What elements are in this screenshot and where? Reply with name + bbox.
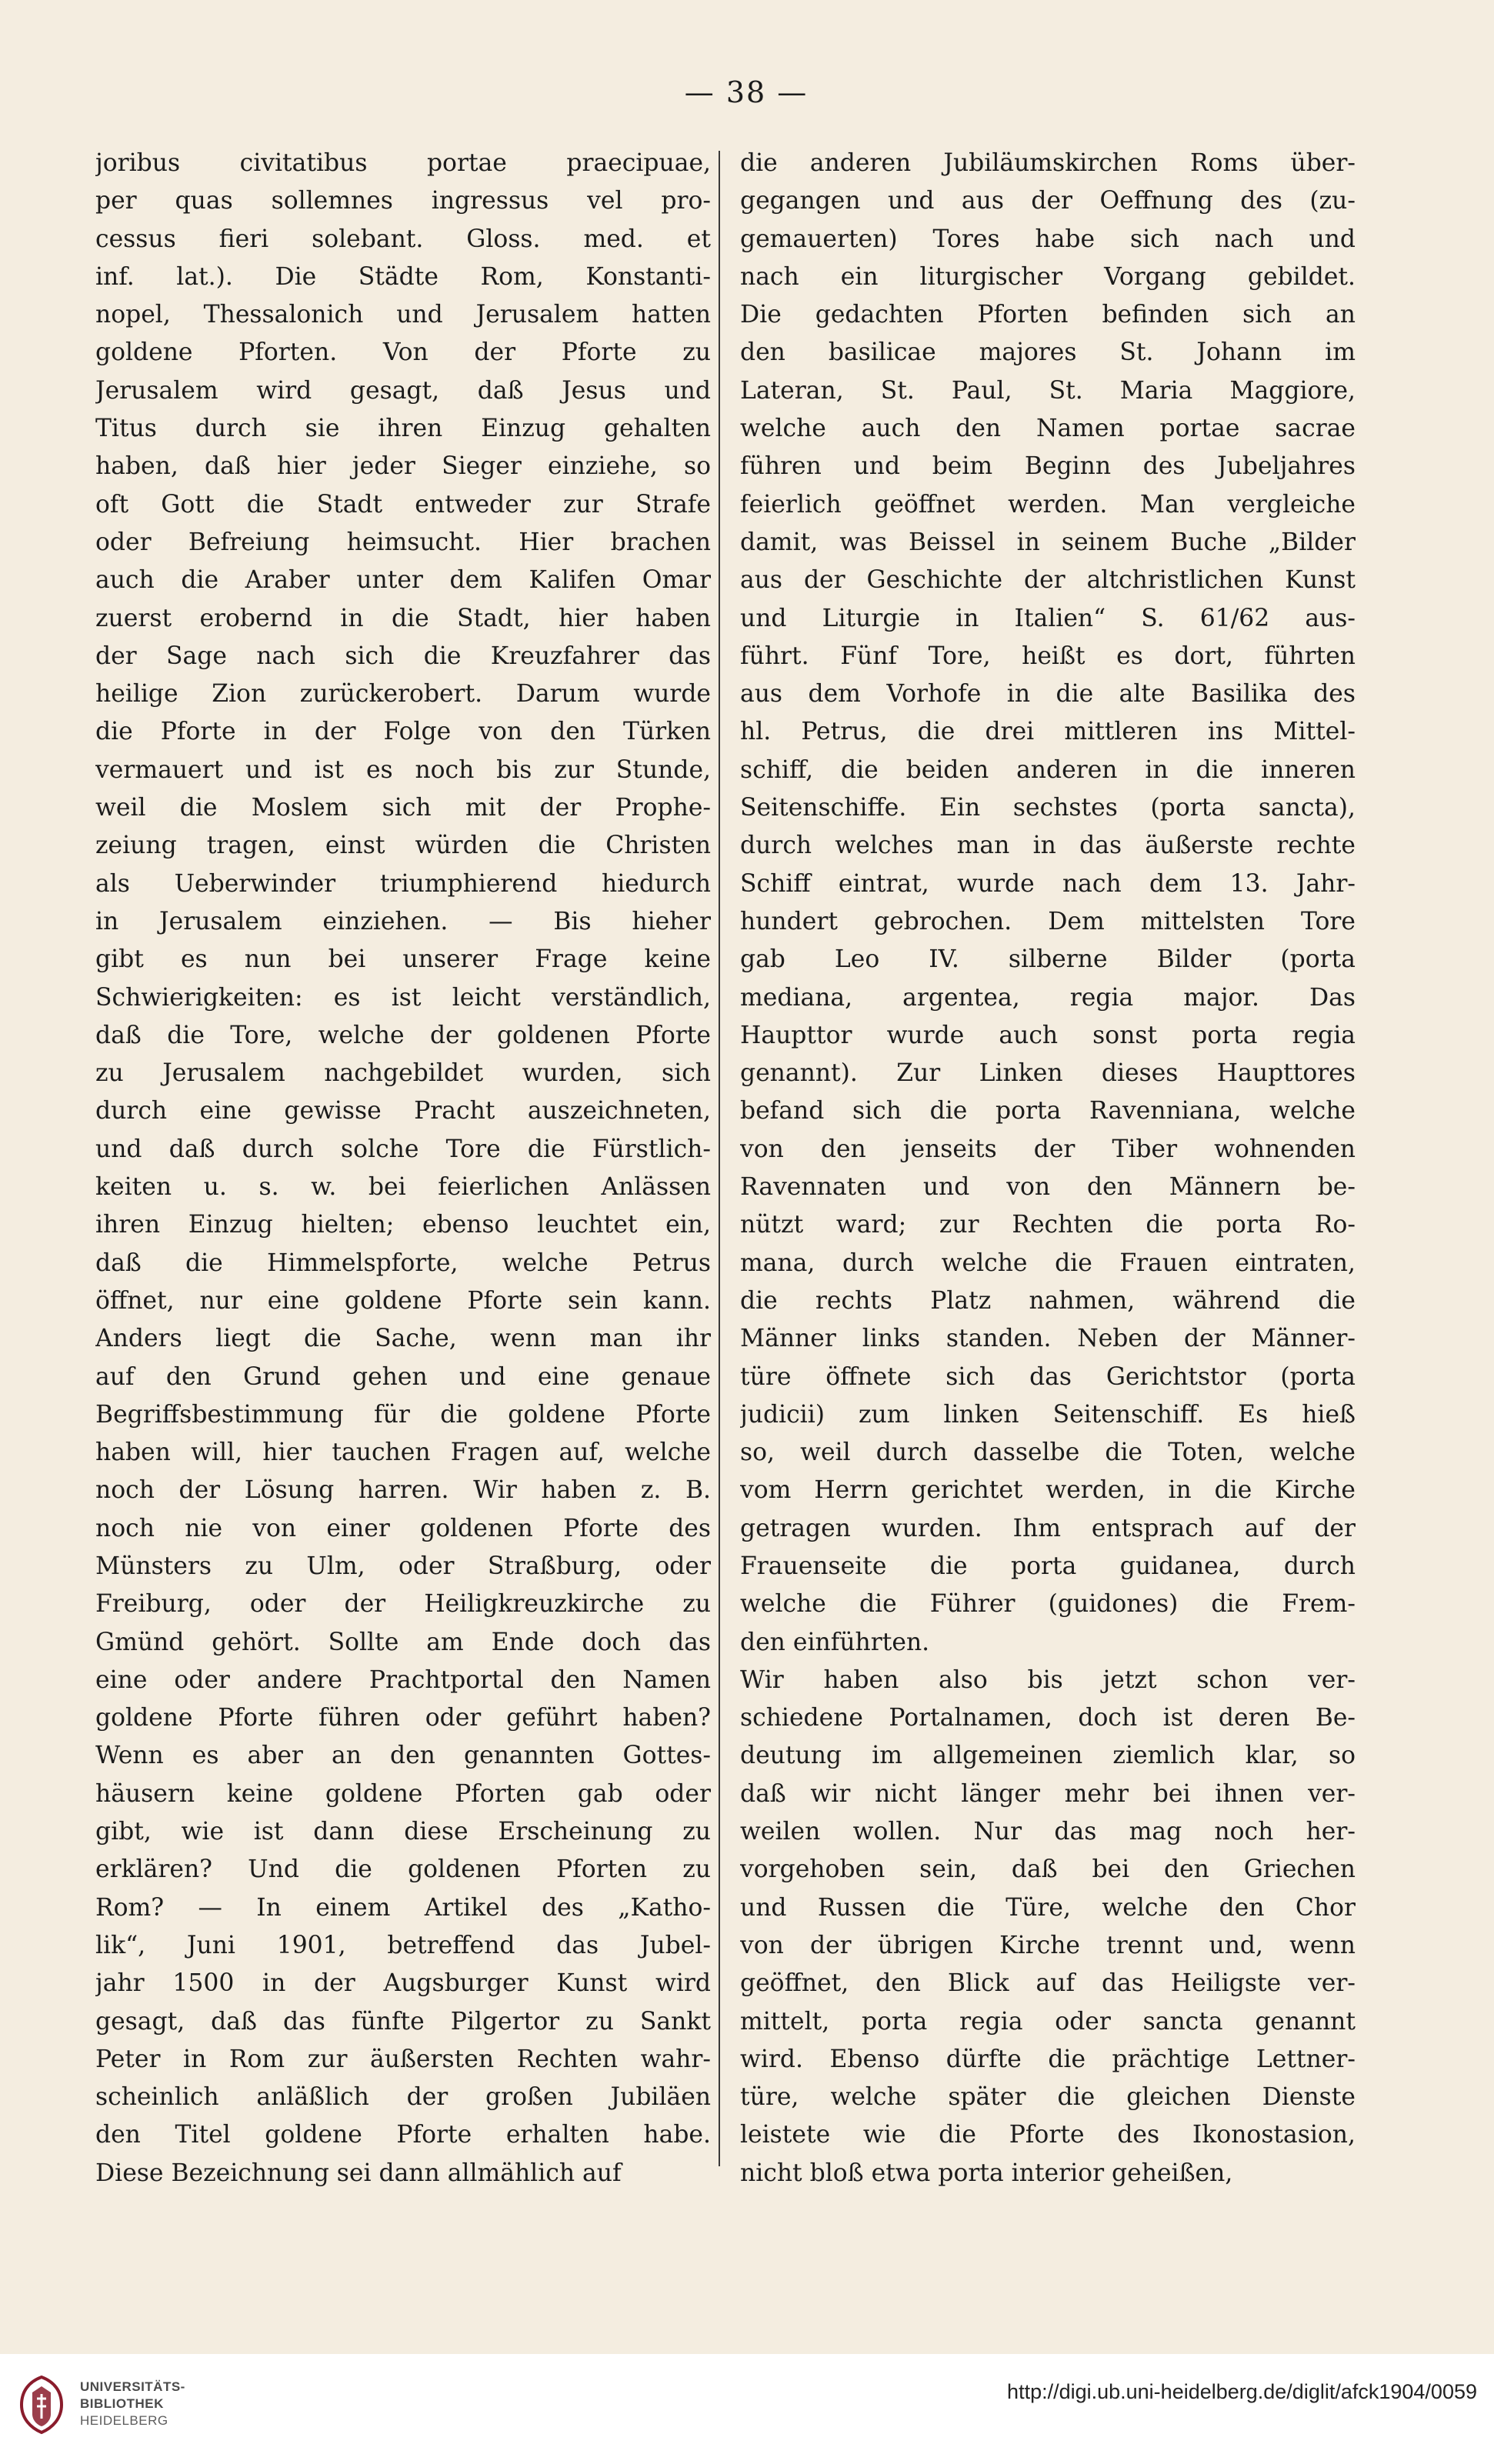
right-column-line: Männer links standen. Neben der Männer- bbox=[740, 1325, 1356, 1353]
left-column-line: öffnet, nur eine goldene Pforte sein kann. bbox=[95, 1286, 711, 1315]
left-column-line: jahr 1500 in der Augsburger Kunst wird bbox=[95, 1969, 711, 1998]
right-column-line: Schiff eintrat, wurde nach dem 13. Jahr- bbox=[740, 869, 1356, 898]
left-column-line: weil die Moslem sich mit der Prophe- bbox=[95, 794, 711, 822]
left-column-line: daß die Himmelspforte, welche Petrus bbox=[95, 1249, 711, 1277]
left-column-line: Freiburg, oder der Heiligkreuzkirche zu bbox=[95, 1590, 711, 1619]
right-column-line: durch welches man in das äußerste rechte bbox=[740, 832, 1356, 860]
source-url-link[interactable]: http://digi.ub.uni-heidelberg.de/diglit/afck1904/0059 bbox=[1007, 2380, 1477, 2403]
left-column-line: Wenn es aber an den genannten Gottes- bbox=[95, 1742, 711, 1770]
page-number: — 38 — bbox=[684, 75, 809, 109]
left-column-line: gibt, wie ist dann diese Erscheinung zu bbox=[95, 1818, 711, 1846]
right-column-line: vorgehoben sein, daß bei den Griechen bbox=[740, 1856, 1356, 1884]
right-column-line: so, weil durch dasselbe die Toten, welche bbox=[740, 1439, 1356, 1467]
right-column-line: mittelt, porta regia oder sancta genannt bbox=[740, 2007, 1356, 2036]
left-column-line: erklären? Und die goldenen Pforten zu bbox=[95, 1856, 711, 1884]
right-column-line: damit, was Beissel in seinem Buche „Bilder bbox=[740, 528, 1356, 556]
left-column-line: zu Jerusalem nachgebildet wurden, sich bbox=[95, 1059, 711, 1088]
left-column-line: als Ueberwinder triumphierend hiedurch bbox=[95, 869, 711, 898]
right-column-line: schiedene Portalnamen, doch ist deren Be- bbox=[740, 1704, 1356, 1732]
column-divider bbox=[719, 151, 720, 2166]
right-column-line: von der übrigen Kirche trennt und, wenn bbox=[740, 1931, 1356, 1959]
right-column-line: wird. Ebenso dürfte die prächtige Lettner- bbox=[740, 2045, 1356, 2073]
left-column-line: den Titel goldene Pforte erhalten habe. bbox=[95, 2121, 711, 2149]
left-column-line: Rom? — In einem Artikel des „Katho- bbox=[95, 1893, 711, 1922]
footer-bar bbox=[0, 2354, 1494, 2464]
left-column-line: heilige Zion zurückerobert. Darum wurde bbox=[95, 680, 711, 709]
right-column-line: Seitenschiffe. Ein sechstes (porta sancta), bbox=[740, 794, 1356, 822]
right-column-line: daß wir nicht länger mehr bei ihnen ver- bbox=[740, 1779, 1356, 1808]
right-column-line: leistete wie die Pforte des Ikonostasion, bbox=[740, 2121, 1356, 2149]
right-column-line: Ravennaten und von den Männern be- bbox=[740, 1173, 1356, 1202]
right-column-line: welche die Führer (guidones) die Frem- bbox=[740, 1590, 1356, 1619]
right-column-line: feierlich geöffnet werden. Man vergleiche bbox=[740, 490, 1356, 518]
right-column-line: befand sich die porta Ravenniana, welche bbox=[740, 1097, 1356, 1125]
right-column-line: führt. Fünf Tore, heißt es dort, führten bbox=[740, 642, 1356, 670]
library-name bbox=[80, 2379, 185, 2429]
left-column-line: Anders liegt die Sache, wenn man ihr bbox=[95, 1325, 711, 1353]
left-column-line: noch der Lösung harren. Wir haben z. B. bbox=[95, 1476, 711, 1505]
left-column-line: der Sage nach sich die Kreuzfahrer das bbox=[95, 642, 711, 670]
left-column-line: Titus durch sie ihren Einzug gehalten bbox=[95, 415, 711, 443]
left-column-line: auch die Araber unter dem Kalifen Omar bbox=[95, 566, 711, 595]
right-column-line: deutung im allgemeinen ziemlich klar, so bbox=[740, 1742, 1356, 1770]
right-column-line: und Russen die Türe, welche den Chor bbox=[740, 1893, 1356, 1922]
left-text-column bbox=[95, 145, 711, 2192]
right-column-line: Wir haben also bis jetzt schon ver- bbox=[740, 1665, 1356, 1694]
left-column-line: Gmünd gehört. Sollte am Ende doch das bbox=[95, 1628, 711, 1656]
left-column-line: oder Befreiung heimsucht. Hier brachen bbox=[95, 528, 711, 556]
left-column-line: nopel, Thessalonich und Jerusalem hatten bbox=[95, 301, 711, 329]
right-column-line: weilen wollen. Nur das mag noch her- bbox=[740, 1818, 1356, 1846]
left-column-line: oft Gott die Stadt entweder zur Strafe bbox=[95, 490, 711, 518]
right-column-line: und Liturgie in Italien“ S. 61/62 aus- bbox=[740, 604, 1356, 632]
logo-line-1: UNIVERSITÄTS- bbox=[80, 2379, 185, 2394]
left-column-line: die Pforte in der Folge von den Türken bbox=[95, 718, 711, 746]
library-logo[interactable] bbox=[14, 2369, 191, 2446]
right-column-line: mediana, argentea, regia major. Das bbox=[740, 983, 1356, 1012]
left-column-line: gesagt, daß das fünfte Pilgertor zu Sankt bbox=[95, 2007, 711, 2036]
left-column-line: in Jerusalem einziehen. — Bis hieher bbox=[95, 907, 711, 935]
right-column-line: den basilicae majores St. Johann im bbox=[740, 338, 1356, 367]
right-column-line: nicht bloß etwa porta interior geheißen, bbox=[740, 2159, 1233, 2187]
right-column-line: aus dem Vorhofe in die alte Basilika des bbox=[740, 680, 1356, 709]
right-column-line: die rechts Platz nahmen, während die bbox=[740, 1286, 1356, 1315]
right-column-line: türe, welche später die gleichen Dienste bbox=[740, 2083, 1356, 2112]
left-column-line: joribus civitatibus portae praecipuae, bbox=[95, 149, 711, 177]
left-column-line: Münsters zu Ulm, oder Straßburg, oder bbox=[95, 1552, 711, 1580]
left-column-line: lik“, Juni 1901, betreffend das Jubel- bbox=[95, 1931, 711, 1959]
right-column-line: welche auch den Namen portae sacrae bbox=[740, 415, 1356, 443]
right-column-line: schiff, die beiden anderen in die inneren bbox=[740, 755, 1356, 784]
right-column-line: gegangen und aus der Oeffnung des (zu- bbox=[740, 187, 1356, 215]
right-column-line: die anderen Jubiläumskirchen Roms über- bbox=[740, 149, 1356, 177]
right-column-line: getragen wurden. Ihm entsprach auf der bbox=[740, 1514, 1356, 1542]
right-column-line: den einführten. bbox=[740, 1628, 930, 1656]
left-column-line: Diese Bezeichnung sei dann allmählich auf bbox=[95, 2159, 622, 2187]
right-column-line: genannt). Zur Linken dieses Haupttores bbox=[740, 1059, 1356, 1088]
left-column-line: cessus fieri solebant. Gloss. med. et bbox=[95, 225, 711, 253]
right-column-line: judicii) zum linken Seitenschiff. Es hieß bbox=[740, 1400, 1356, 1429]
left-column-line: auf den Grund gehen und eine genaue bbox=[95, 1362, 711, 1391]
left-column-line: und daß durch solche Tore die Fürstlich- bbox=[95, 1135, 711, 1163]
left-column-line: Jerusalem wird gesagt, daß Jesus und bbox=[95, 376, 711, 405]
left-column-line: daß die Tore, welche der goldenen Pforte bbox=[95, 1021, 711, 1049]
left-column-line: durch eine gewisse Pracht auszeichneten, bbox=[95, 1097, 711, 1125]
right-column-line: vom Herrn gerichtet werden, in die Kirche bbox=[740, 1476, 1356, 1505]
left-column-line: Peter in Rom zur äußersten Rechten wahr- bbox=[95, 2045, 711, 2073]
left-column-line: noch nie von einer goldenen Pforte des bbox=[95, 1514, 711, 1542]
left-column-line: zeiung tragen, einst würden die Christen bbox=[95, 832, 711, 860]
right-column-line: geöffnet, den Blick auf das Heiligste ver- bbox=[740, 1969, 1356, 1998]
right-column-line: türe öffnete sich das Gerichtstor (porta bbox=[740, 1362, 1356, 1391]
left-column-line: eine oder andere Prachtportal den Namen bbox=[95, 1665, 711, 1694]
right-column-line: Die gedachten Pforten befinden sich an bbox=[740, 301, 1356, 329]
right-column-line: nach ein liturgischer Vorgang gebildet. bbox=[740, 262, 1356, 291]
left-column-line: inf. lat.). Die Städte Rom, Konstanti- bbox=[95, 262, 711, 291]
right-column-line: gemauerten) Tores habe sich nach und bbox=[740, 225, 1356, 253]
left-column-line: Begriffsbestimmung für die goldene Pforte bbox=[95, 1400, 711, 1429]
left-column-line: goldene Pforte führen oder geführt haben? bbox=[95, 1704, 711, 1732]
right-column-line: Haupttor wurde auch sonst porta regia bbox=[740, 1021, 1356, 1049]
logo-line-3: HEIDELBERG bbox=[80, 2413, 168, 2428]
left-column-line: haben will, hier tauchen Fragen auf, welche bbox=[95, 1439, 711, 1467]
left-column-line: vermauert und ist es noch bis zur Stunde, bbox=[95, 755, 711, 784]
right-column-line: Lateran, St. Paul, St. Maria Maggiore, bbox=[740, 376, 1356, 405]
right-column-line: führen und beim Beginn des Jubeljahres bbox=[740, 452, 1356, 481]
right-text-column bbox=[740, 145, 1356, 2192]
left-column-line: ihren Einzug hielten; ebenso leuchtet ein, bbox=[95, 1211, 711, 1239]
right-column-line: mana, durch welche die Frauen eintraten, bbox=[740, 1249, 1356, 1277]
left-column-line: haben, daß hier jeder Sieger einziehe, so bbox=[95, 452, 711, 481]
left-column-line: scheinlich anläßlich der großen Jubiläen bbox=[95, 2083, 711, 2112]
left-column-line: keiten u. s. w. bei feierlichen Anlässen bbox=[95, 1173, 711, 1202]
left-column-line: gibt es nun bei unserer Frage keine bbox=[95, 945, 711, 974]
left-column-line: goldene Pforten. Von der Pforte zu bbox=[95, 338, 711, 367]
left-column-line: per quas sollemnes ingressus vel pro- bbox=[95, 187, 711, 215]
right-column-line: hl. Petrus, die drei mittleren ins Mittel- bbox=[740, 718, 1356, 746]
left-column-line: Schwierigkeiten: es ist leicht verständlich, bbox=[95, 983, 711, 1012]
right-column-line: Frauenseite die porta guidanea, durch bbox=[740, 1552, 1356, 1580]
university-seal-icon bbox=[14, 2374, 69, 2436]
right-column-line: von den jenseits der Tiber wohnenden bbox=[740, 1135, 1356, 1163]
logo-line-2: BIBLIOTHEK bbox=[80, 2396, 164, 2411]
right-column-line: gab Leo IV. silberne Bilder (porta bbox=[740, 945, 1356, 974]
right-column-line: nützt ward; zur Rechten die porta Ro- bbox=[740, 1211, 1356, 1239]
right-column-line: aus der Geschichte der altchristlichen Kunst bbox=[740, 566, 1356, 595]
right-column-line: hundert gebrochen. Dem mittelsten Tore bbox=[740, 907, 1356, 935]
left-column-line: häusern keine goldene Pforten gab oder bbox=[95, 1779, 711, 1808]
left-column-line: zuerst erobernd in die Stadt, hier haben bbox=[95, 604, 711, 632]
